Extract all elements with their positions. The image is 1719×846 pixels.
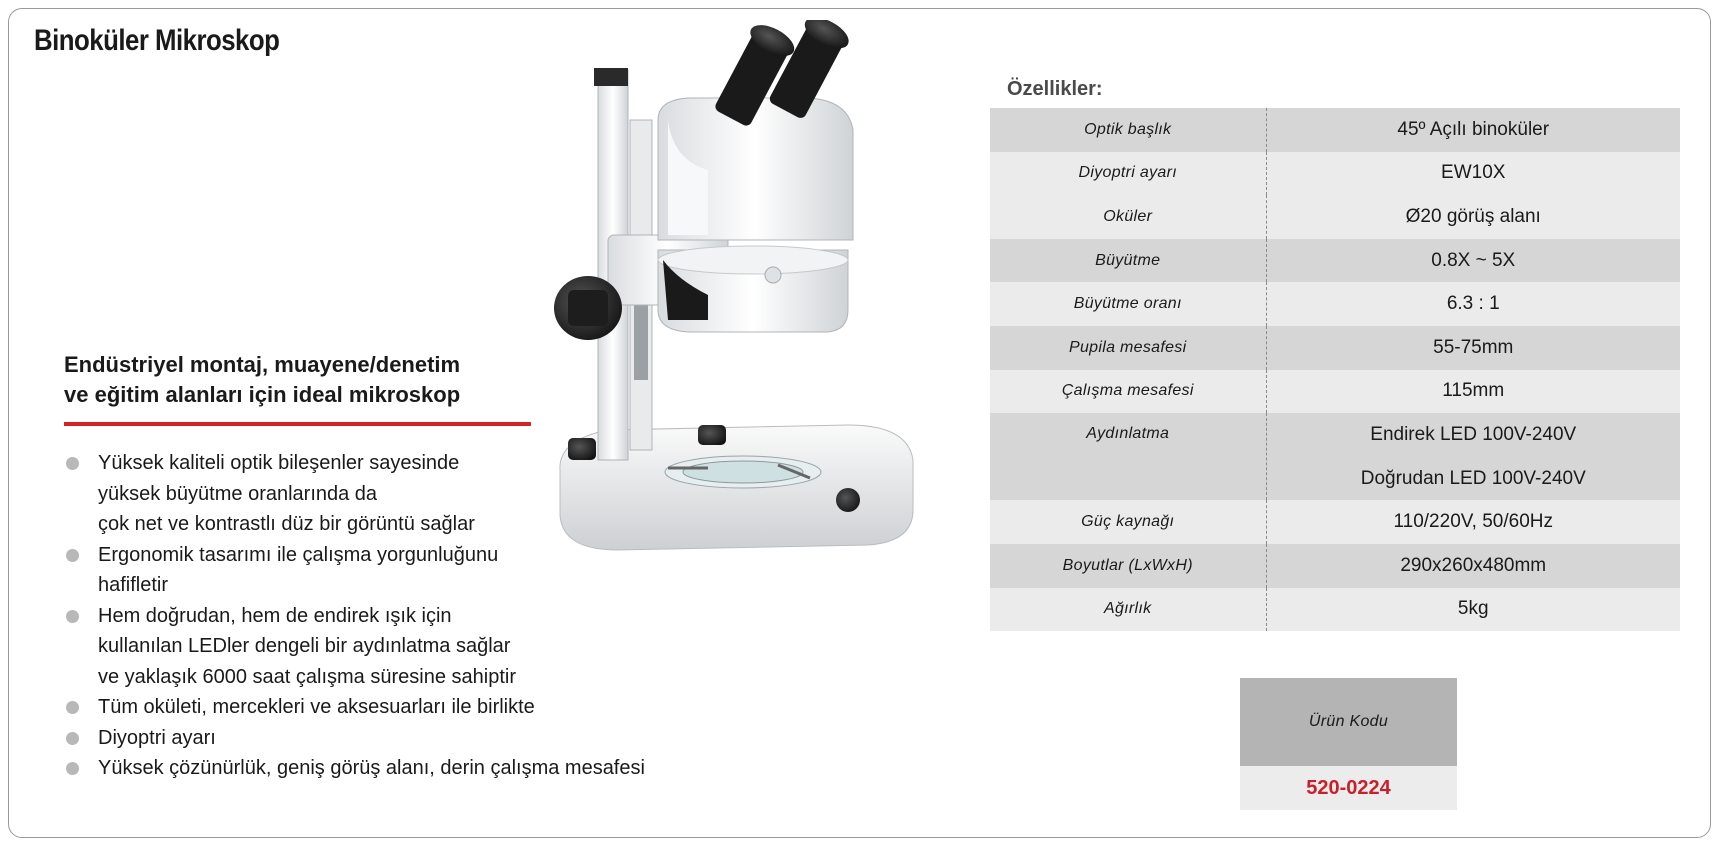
spec-label: Boyutlar (LxWxH) xyxy=(990,544,1266,588)
spec-row xyxy=(990,239,1680,283)
spec-row xyxy=(990,544,1680,588)
spec-row xyxy=(990,195,1680,239)
spec-label: Oküler xyxy=(990,195,1266,239)
spec-value xyxy=(1266,413,1680,500)
spec-row xyxy=(990,370,1680,414)
product-code-box xyxy=(1240,678,1457,810)
product-code-label: Ürün Kodu xyxy=(1240,678,1457,766)
spec-value: 290x260x480mm xyxy=(1266,544,1680,588)
feature-item: Hem doğrudan, hem de endirek ışık için kullanılan LEDler dengeli bir aydınlatma sağlar ve yaklaşık 6000 saat çalışma süresine sahiptir xyxy=(66,601,645,693)
headline-line: ve eğitim alanları için ideal mikroskop xyxy=(64,382,461,407)
spec-value: 115mm xyxy=(1266,370,1680,414)
spec-label: Ağırlık xyxy=(990,588,1266,632)
accent-divider xyxy=(64,422,531,426)
spec-row xyxy=(990,500,1680,544)
microscope-image xyxy=(548,20,928,570)
spec-row xyxy=(990,326,1680,370)
spec-row xyxy=(990,588,1680,632)
headline-line: Endüstriyel montaj, muayene/denetim xyxy=(64,352,461,377)
product-code-value: 520-0224 xyxy=(1240,766,1457,810)
spec-value: 45º Açılı binoküler xyxy=(1266,108,1680,152)
spec-value: 6.3 : 1 xyxy=(1266,282,1680,326)
spec-value: 55-75mm xyxy=(1266,326,1680,370)
spec-row xyxy=(990,413,1680,500)
page-title: Binoküler Mikroskop xyxy=(34,24,280,57)
spec-label: Büyütme xyxy=(990,239,1266,283)
spec-row xyxy=(990,108,1680,152)
spec-label: Çalışma mesafesi xyxy=(990,370,1266,414)
specs-table xyxy=(990,108,1680,631)
spec-label: Güç kaynağı xyxy=(990,500,1266,544)
spec-value: 5kg xyxy=(1266,588,1680,632)
specs-title: Özellikler: xyxy=(1007,78,1103,100)
headline xyxy=(64,350,544,410)
spec-row xyxy=(990,282,1680,326)
feature-item: Yüksek kaliteli optik bileşenler sayesinde yüksek büyütme oranlarında da çok net ve kontrastlı düz bir görüntü sağlar xyxy=(66,448,645,540)
feature-item: Yüksek çözünürlük, geniş görüş alanı, derin çalışma mesafesi xyxy=(66,753,645,784)
feature-item: Tüm okületi, mercekleri ve aksesuarları ile birlikte xyxy=(66,692,645,723)
spec-value-line: Endirek LED 100V-240V xyxy=(1370,424,1577,446)
spec-label: Diyoptri ayarı xyxy=(990,152,1266,196)
spec-value: EW10X xyxy=(1266,152,1680,196)
spec-value: 0.8X ~ 5X xyxy=(1266,239,1680,283)
spec-value-line: Doğrudan LED 100V-240V xyxy=(1360,467,1586,489)
spec-label: Optik başlık xyxy=(990,108,1266,152)
spec-label: Büyütme oranı xyxy=(990,282,1266,326)
spec-value: Ø20 görüş alanı xyxy=(1266,195,1680,239)
feature-item: Ergonomik tasarımı ile çalışma yorgunluğunu hafifletir xyxy=(66,540,645,601)
spec-label: Aydınlatma xyxy=(990,413,1266,500)
feature-item: Diyoptri ayarı xyxy=(66,723,645,754)
spec-label: Pupila mesafesi xyxy=(990,326,1266,370)
spec-row xyxy=(990,152,1680,196)
spec-value: 110/220V, 50/60Hz xyxy=(1266,500,1680,544)
